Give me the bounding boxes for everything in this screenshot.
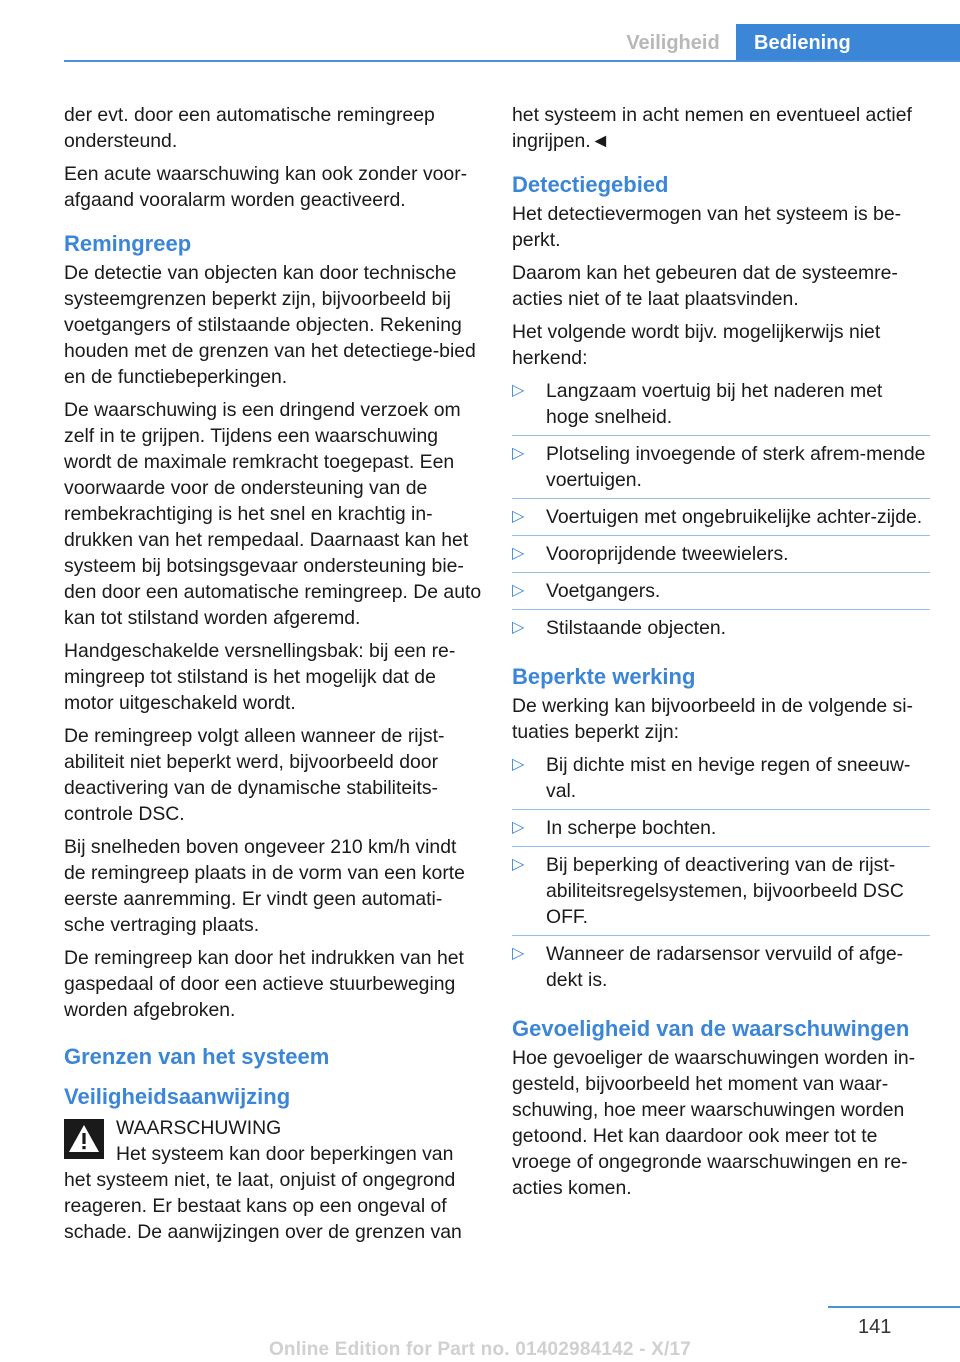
warning-triangle-icon bbox=[64, 1119, 104, 1159]
heading-gevoeligheid: Gevoeligheid van de waarschuwingen bbox=[512, 1016, 910, 1041]
list-item-text: Plotseling invoegende of sterk afrem-mende voertuigen. bbox=[546, 443, 926, 491]
paragraph: De remingreep volgt alleen wanneer de rijst-abiliteit niet beperkt werd, bijvoorbeeld door deactivering van de dynamische stabiliteits-controle DSC. bbox=[64, 725, 445, 825]
list-item-text: In scherpe bochten. bbox=[546, 817, 717, 839]
paragraph: De waarschuwing is een dringend verzoek om zelf in te grijpen. Tijdens een waarschuwing wordt de maximale remkracht toegepast. Een voorwaarde voor de ondersteuning van de rembekrachtiging is het snel en krachtig in-drukken van het rempedaal. Daarnaast kan het systeem bij botsingsgevaar ondersteuning bie-den door een automatische remingreep. De auto kan tot stilstand worden afgeremd. bbox=[64, 399, 482, 629]
triangle-bullet-icon: ▷ bbox=[512, 819, 525, 836]
paragraph: De werking kan bijvoorbeeld in de volgende si-tuaties beperkt zijn: bbox=[512, 695, 913, 743]
list-item bbox=[512, 615, 930, 646]
heading-detectiegebied: Detectiegebied bbox=[512, 172, 669, 197]
paragraph: De remingreep kan door het indrukken van het gaspedaal of door een actieve stuurbeweging worden afgebroken. bbox=[64, 947, 464, 1021]
list-item bbox=[512, 852, 930, 936]
triangle-bullet-icon: ▷ bbox=[512, 619, 525, 636]
list-item-text: Bij beperking of deactivering van de rijst-abiliteitsregelsystemen, bijvoorbeeld DSC OFF. bbox=[546, 854, 904, 928]
triangle-bullet-icon: ▷ bbox=[512, 856, 525, 873]
paragraph: Handgeschakelde versnellingsbak: bij een re-mingreep tot stilstand is het mogelijk dat de motor uitgeschakeld wordt. bbox=[64, 640, 456, 714]
footer-rule bbox=[828, 1306, 960, 1308]
list-item bbox=[512, 578, 930, 610]
paragraph: Hoe gevoeliger de waarschuwingen worden in-gesteld, bijvoorbeeld het moment van waar-schuwing, hoe meer waarschuwingen worden getoond. Het kan daardoor ook meer tot te vroege of ongegronde waarschuwingen en re-acties komen. bbox=[512, 1047, 916, 1199]
page-number: 141 bbox=[858, 1316, 892, 1338]
paragraph: Een acute waarschuwing kan ook zonder voor-afgaand vooralarm worden geactiveerd. bbox=[64, 163, 468, 211]
heading-beperkte-werking: Beperkte werking bbox=[512, 664, 696, 689]
heading-veiligheidsaanwijzing: Veiligheidsaanwijzing bbox=[64, 1084, 291, 1109]
warning-title: WAARSCHUWING bbox=[116, 1117, 282, 1139]
header-tab-bediening[interactable]: Bediening bbox=[736, 24, 960, 62]
header-tab-veiligheid[interactable]: Veiligheid bbox=[626, 32, 720, 54]
list-item bbox=[512, 941, 930, 998]
warning-text-continued: het systeem niet, te laat, onjuist of ongegrond reageren. Er bestaat kans op een ongeval of schade. De aanwijzingen over de grenzen van bbox=[64, 1169, 462, 1243]
triangle-bullet-icon: ▷ bbox=[512, 445, 525, 462]
warning-block bbox=[64, 1115, 482, 1245]
list-not-detected bbox=[512, 378, 930, 646]
list-item bbox=[512, 752, 930, 810]
list-item-text: Bij dichte mist en hevige regen of sneeuw-val. bbox=[546, 754, 911, 802]
warning-text: Het systeem kan door beperkingen van bbox=[116, 1143, 454, 1165]
triangle-bullet-icon: ▷ bbox=[512, 382, 525, 399]
list-item bbox=[512, 441, 930, 499]
list-item bbox=[512, 815, 930, 847]
paragraph: Daarom kan het gebeuren dat de systeemre-acties niet of te laat plaatsvinden. bbox=[512, 262, 898, 310]
heading-remingreep: Remingreep bbox=[64, 231, 192, 256]
footer-edition: Online Edition for Part no. 01402984142 - X/17 bbox=[268, 1339, 692, 1360]
list-item-text: Voertuigen met ongebruikelijke achter-zijde. bbox=[546, 506, 923, 528]
list-item-text: Langzaam voertuig bij het naderen met hoge snelheid. bbox=[546, 380, 883, 428]
triangle-bullet-icon: ▷ bbox=[512, 582, 525, 599]
paragraph: De detectie van objecten kan door technische systeemgrenzen beperkt zijn, bijvoorbeeld bij voetgangers of stilstaande objecten. Rekening houden met de grenzen van het detectiege-bied en de functiebeperkingen. bbox=[64, 262, 476, 388]
left-column bbox=[64, 102, 482, 1245]
list-item bbox=[512, 504, 930, 536]
list-item-text: Vooroprijdende tweewielers. bbox=[546, 543, 789, 565]
paragraph: Het volgende wordt bijv. mogelijkerwijs niet herkend: bbox=[512, 321, 881, 369]
triangle-bullet-icon: ▷ bbox=[512, 508, 525, 525]
triangle-bullet-icon: ▷ bbox=[512, 545, 525, 562]
list-item-text: Voetgangers. bbox=[546, 580, 661, 602]
triangle-bullet-icon: ▷ bbox=[512, 945, 525, 962]
paragraph: Het detectievermogen van het systeem is be-perkt. bbox=[512, 203, 902, 251]
list-item-text: Wanneer de radarsensor vervuild of afge-dekt is. bbox=[546, 943, 904, 991]
paragraph: Bij snelheden boven ongeveer 210 km/h vindt de remingreep plaats in de vorm van een korte eerste aanremming. Er vindt geen automati-sche vertraging plaats. bbox=[64, 836, 465, 936]
list-item bbox=[512, 378, 930, 436]
header-rule bbox=[64, 60, 960, 62]
heading-grenzen: Grenzen van het systeem bbox=[64, 1044, 330, 1069]
list-limited-function bbox=[512, 752, 930, 998]
right-column bbox=[512, 102, 930, 1208]
paragraph: het systeem in acht nemen en eventueel actief ingrijpen.◄ bbox=[512, 104, 912, 152]
list-item bbox=[512, 541, 930, 573]
triangle-bullet-icon: ▷ bbox=[512, 756, 525, 773]
list-item-text: Stilstaande objecten. bbox=[546, 617, 727, 639]
paragraph: der evt. door een automatische remingreep ondersteund. bbox=[64, 104, 435, 152]
